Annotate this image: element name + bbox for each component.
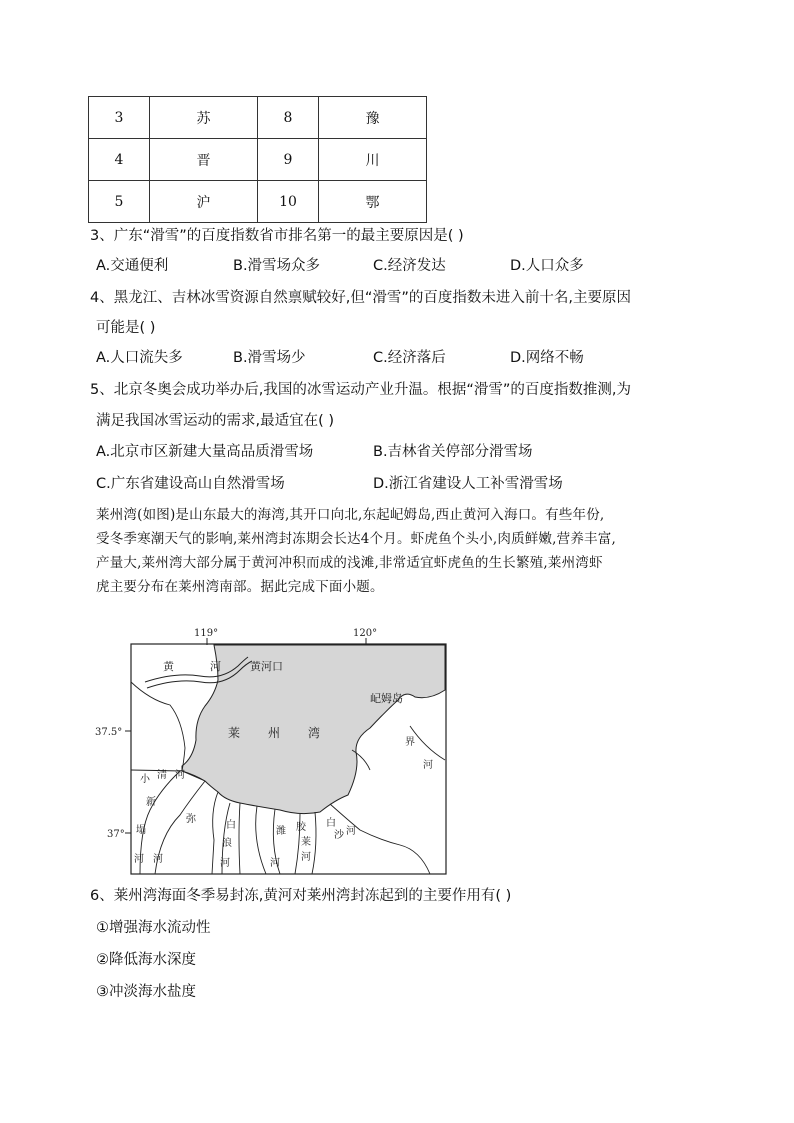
label-jiaolaihe-3: 河 [301, 852, 311, 863]
label-baishahe-3: 河 [346, 826, 356, 837]
q5-option-d: D.浙江省建设人工补雪滑雪场 [373, 476, 563, 492]
q6-item-1: ①增强海水流动性 [96, 920, 211, 936]
label-jiehe-2: 河 [423, 760, 433, 771]
laizhou-bay-map [0, 620, 460, 882]
label-he-small: 河 [153, 854, 163, 865]
lat-375-label: 37.5° [95, 727, 123, 738]
q4-option-a: A.人口流失多 [96, 350, 183, 366]
label-xiaoqinghe-2: 清 [157, 770, 167, 781]
table-cell: 苏 [150, 97, 258, 139]
label-xintahe-2: 塌 [136, 825, 146, 836]
label-mi: 弥 [186, 814, 196, 825]
passage [96, 503, 794, 599]
ranking-table [88, 96, 427, 223]
label-baishahe-1: 白 [326, 818, 336, 829]
q3-option-d: D.人口众多 [510, 258, 584, 274]
label-huanghekou: 黄河口 [250, 660, 283, 673]
label-he: 河 [210, 660, 221, 673]
lat-37-label: 37° [107, 829, 125, 840]
q6-item-2: ②降低海水深度 [96, 952, 196, 968]
table-row [89, 97, 427, 139]
label-xintahe-3: 河 [134, 854, 144, 865]
label-bailanghe-3: 河 [220, 858, 230, 869]
bay-label-2: 州 [268, 726, 281, 740]
passage-line: 产量大,莱州湾大部分属于黄河冲积而成的浅滩,非常适宜虾虎鱼的生长繁殖,莱州湾虾 [96, 555, 603, 571]
table-cell: 8 [258, 97, 319, 139]
q3-option-b: B.滑雪场众多 [233, 258, 321, 274]
label-bailanghe-1: 白 [226, 820, 236, 831]
question-4-stem-line1: 4、黑龙江、吉林冰雪资源自然禀赋较好,但“滑雪”的百度指数未进入前十名,主要原因 [90, 290, 631, 306]
label-jiaolaihe-1: 胶 [296, 822, 306, 833]
label-weihe-2: 河 [270, 858, 280, 869]
table-cell: 川 [319, 139, 427, 181]
table-cell: 豫 [319, 97, 427, 139]
q5-option-a: A.北京市区新建大量高品质滑雪场 [96, 444, 314, 460]
q3-option-c: C.经济发达 [373, 258, 446, 274]
q4-option-d: D.网络不畅 [510, 350, 584, 366]
label-xiaoqinghe-3: 河 [175, 770, 185, 781]
q6-item-3: ③冲淡海水盐度 [96, 984, 196, 1000]
bay-label-1: 莱 [228, 726, 241, 740]
table-cell: 沪 [150, 181, 258, 223]
table-row [89, 139, 427, 181]
question-3-stem: 3、广东“滑雪”的百度指数省市排名第一的最主要原因是( ) [90, 228, 464, 244]
table-cell: 9 [258, 139, 319, 181]
table-cell: 3 [89, 97, 150, 139]
question-5-stem-line2: 满足我国冰雪运动的需求,最适宜在( ) [96, 413, 335, 429]
table-row [89, 181, 427, 223]
table-cell: 晋 [150, 139, 258, 181]
q3-option-a: A.交通便利 [96, 258, 169, 274]
question-4-stem-line2: 可能是( ) [96, 320, 156, 336]
q5-option-c: C.广东省建设高山自然滑雪场 [96, 476, 285, 492]
label-baishahe-2: 沙 [334, 830, 344, 841]
passage-line: 虎主要分布在莱州湾南部。据此完成下面小题。 [96, 579, 384, 595]
bay-label-3: 湾 [308, 726, 321, 740]
passage-line: 莱州湾(如图)是山东最大的海湾,其开口向北,东起屺姆岛,西止黄河入海口。有些年份, [96, 507, 605, 523]
label-weihe-1: 潍 [276, 826, 286, 837]
label-jiehe-1: 界 [405, 737, 415, 748]
label-huang: 黄 [163, 660, 174, 673]
passage-line: 受冬季寒潮天气的影响,莱州湾封冻期会长达4个月。虾虎鱼个头小,肉质鲜嫩,营养丰富, [96, 531, 616, 547]
table-cell: 5 [89, 181, 150, 223]
label-bailanghe-2: 浪 [222, 838, 232, 849]
question-5-stem-line1: 5、北京冬奥会成功举办后,我国的冰雪运动产业升温。根据“滑雪”的百度指数推测,为 [90, 382, 631, 398]
table-cell: 鄂 [319, 181, 427, 223]
q5-option-b: B.吉林省关停部分滑雪场 [373, 444, 533, 460]
label-xiaoqinghe-1: 小 [140, 774, 150, 785]
label-xintahe-1: 新 [146, 797, 156, 808]
table-cell: 4 [89, 139, 150, 181]
label-jimudao: 屺姆岛 [370, 692, 403, 705]
q4-option-b: B.滑雪场少 [233, 350, 306, 366]
label-jiaolaihe-2: 莱 [301, 837, 311, 848]
lon-120-label: 120° [353, 628, 378, 639]
table-cell: 10 [258, 181, 319, 223]
lon-119-label: 119° [194, 628, 219, 639]
question-6-stem: 6、莱州湾海面冬季易封冻,黄河对莱州湾封冻起到的主要作用有( ) [90, 888, 512, 904]
q4-option-c: C.经济落后 [373, 350, 446, 366]
